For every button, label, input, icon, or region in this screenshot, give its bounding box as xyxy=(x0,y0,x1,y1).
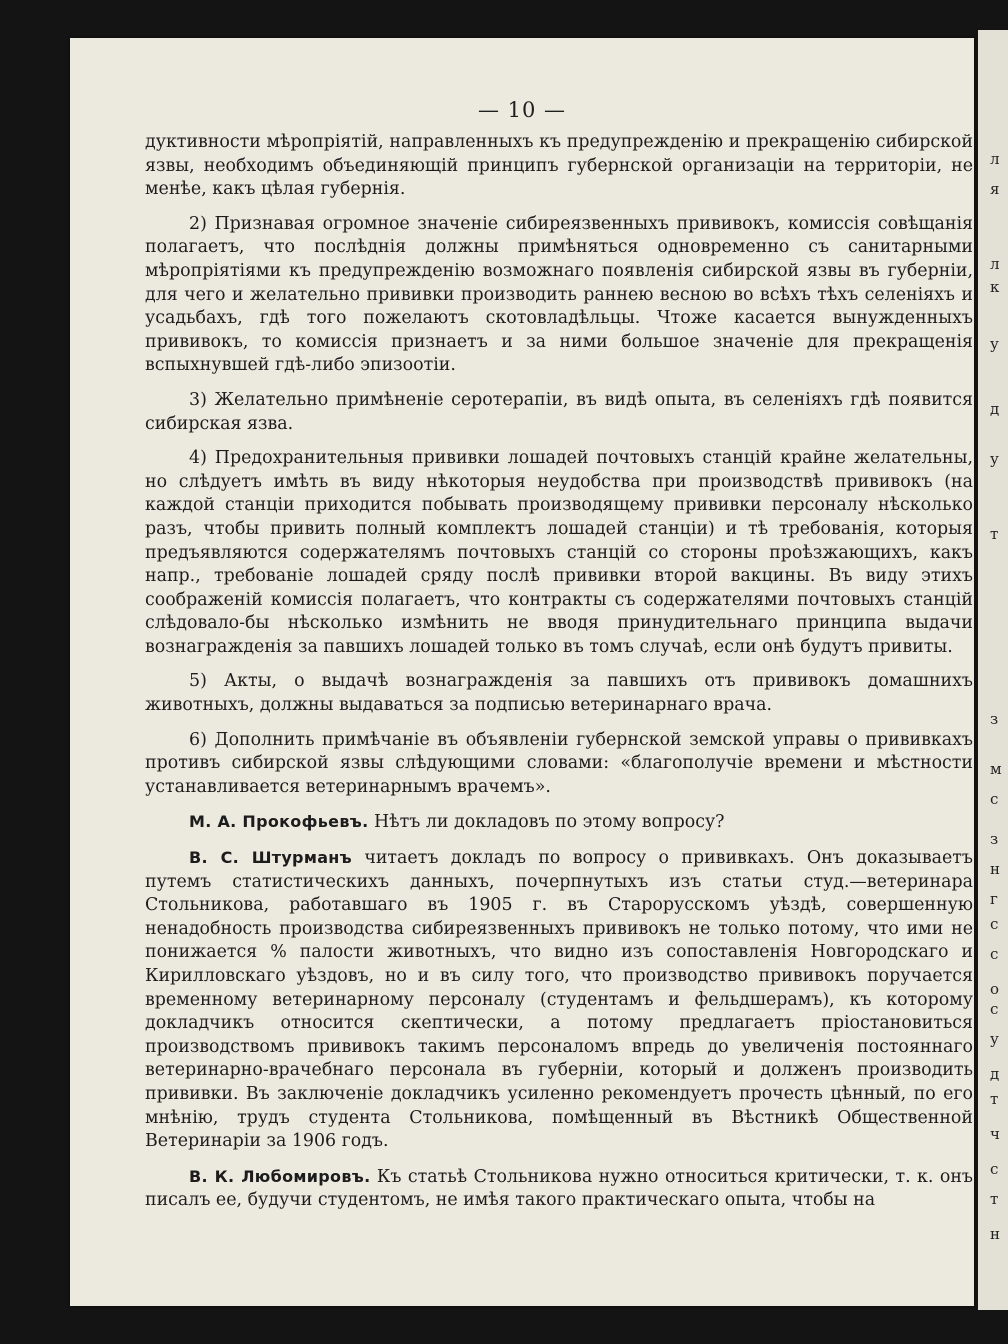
next-page-letter: я xyxy=(990,180,1000,198)
next-page-letter: н xyxy=(990,1225,1000,1243)
page-number: — 10 — xyxy=(477,98,567,122)
paragraph-item-3: 3) Желательно примѣненіе серотерапіи, въ видѣ опыта, въ селеніяхъ гдѣ появится сибирская язва. xyxy=(145,389,973,434)
next-page-letter: л xyxy=(990,255,1000,273)
next-page-letter: з xyxy=(990,710,999,728)
next-page-letter: л xyxy=(990,150,1000,168)
next-page-letter: у xyxy=(990,335,999,353)
speech-text: Къ статьѣ Стольникова нужно относиться критически, т. к. онъ писалъ ее, будучи студентомъ, не имѣя такого практическаго опыта, чтобы на xyxy=(145,1166,973,1211)
document-page xyxy=(70,38,974,1306)
next-page-letter: к xyxy=(990,278,1000,296)
speech-prokofiev xyxy=(145,810,973,835)
next-page-letter: м xyxy=(990,760,1002,778)
next-page-letter: т xyxy=(990,1090,999,1108)
paragraph-item-4: 4) Предохранительныя прививки лошадей почтовыхъ станцій крайне желательны, но слѣдуетъ имѣть въ виду нѣкоторыя неудобства при производствѣ прививокъ (на каждой станціи приходится побывать производящему прививки персоналу нѣсколько разъ, чтобы привить полный комплектъ лошадей станціи) и тѣ требованія, которыя предъявляются содержателямъ почтовыхъ станцій со стороны проѣзжающихъ, какъ напр., требованіе лошадей сряду послѣ прививки второй вакцины. Въ виду этихъ соображеній комиссія полагаетъ, что контракты съ содержателями почтовыхъ станцій слѣдовало-бы нѣсколько измѣнить не вводя принудительнаго принципа выдачи вознагражденія за павшихъ лошадей только въ томъ случаѣ, если онѣ будутъ привиты. xyxy=(145,448,973,657)
speech-text: читаетъ докладъ по вопросу о прививкахъ. Онъ доказываетъ путемъ статистическихъ данныхъ, почерпнутыхъ изъ статьи студ.—ветеринара Стольникова, работавшаго въ 1905 г. въ Старорусскомъ уѣздѣ, совершенную ненадобность производства сибиреязвенныхъ прививокъ не только потому, что ими не понижается % палости животныхъ, что видно изъ сопоставленія Новгородскаго и Кирилловскаго уѣздовъ, но и въ силу того, что производство прививокъ поручается временному ветеринарному персоналу (студентамъ и фельдшерамъ), къ которому докладчикъ относится скептически, а потому предлагаетъ пріостановиться производствомъ прививокъ такимъ персоналомъ впредь до увеличенія постояннаго ветеринарно-врачебнаго персонала въ губерніи, который и долженъ производить прививки. Въ заключеніе докладчикъ усиленно рекомендуетъ прочесть цѣнный, по его мнѣнію, трудъ студента Стольникова, помѣщенный въ Вѣстникѣ Общественной Ветеринаріи за 1906 годъ. xyxy=(145,848,973,1152)
next-page-letter: г xyxy=(990,890,998,908)
speaker-name: В. К. Любомировъ. xyxy=(189,1166,371,1186)
next-page-letter: с xyxy=(990,1000,999,1018)
speech-shturman xyxy=(145,846,973,1154)
paragraph-item-6: 6) Дополнить примѣчаніе въ объявленіи губернской земской управы о прививкахъ противъ сибирской язвы слѣдующими словами: «благополучіе времени и мѣстности устанавливается ветеринарнымъ врачемъ». xyxy=(145,729,973,797)
speaker-name: В. С. Штурманъ xyxy=(189,848,352,868)
speech-lyubomirov xyxy=(145,1165,973,1213)
next-page-letter: у xyxy=(990,1030,999,1048)
next-page-letter: с xyxy=(990,1160,999,1178)
next-page-letter: о xyxy=(990,980,1000,998)
next-page-letter: д xyxy=(990,400,1000,418)
speaker-name: М. А. Прокофьевъ. xyxy=(189,812,369,832)
next-page-letter: д xyxy=(990,1065,1000,1083)
next-page-letter: т xyxy=(990,525,999,543)
next-page-letter: н xyxy=(990,860,1000,878)
next-page-letter: у xyxy=(990,450,999,468)
next-page-letter: з xyxy=(990,830,999,848)
next-page-letter: т xyxy=(990,1190,999,1208)
next-page-letter: с xyxy=(990,945,999,963)
paragraph-item-5: 5) Акты, о выдачѣ вознагражденія за павшихъ отъ прививокъ домашнихъ животныхъ, должны выдаваться за подписью ветеринарнаго врача. xyxy=(145,671,973,716)
speech-text: Нѣтъ ли докладовъ по этому вопросу? xyxy=(368,812,725,833)
next-page-letter: с xyxy=(990,915,999,933)
next-page-letter: ч xyxy=(990,1125,1000,1143)
next-page-letter: с xyxy=(990,790,999,808)
paragraph-continuation: дуктивности мѣропріятій, направленныхъ къ предупрежденію и прекращенію сибирской язвы, необходимъ объединяющій принципъ губернской организаціи на территоріи, не менѣе, какъ цѣлая губернія. xyxy=(145,132,973,200)
next-page-edge xyxy=(978,30,1008,1310)
page-body xyxy=(145,131,973,1224)
paragraph-item-2: 2) Признавая огромное значеніе сибиреязвенныхъ прививокъ, комиссія совѣщанія полагаетъ, что послѣднія должны примѣняться одновременно съ санитарными мѣропріятіями къ предупрежденію возможнаго появленія сибирской язвы въ губерніи, для чего и желательно прививки производить раннею весною во всѣхъ тѣхъ селеніяхъ и усадьбахъ, гдѣ того пожелаютъ скотовладѣльцы. Чтоже касается вынужденныхъ прививокъ, то комиссія признаетъ и за ними большое значеніе для прекращенія вспыхнувшей гдѣ-либо эпизоотіи. xyxy=(145,213,973,376)
